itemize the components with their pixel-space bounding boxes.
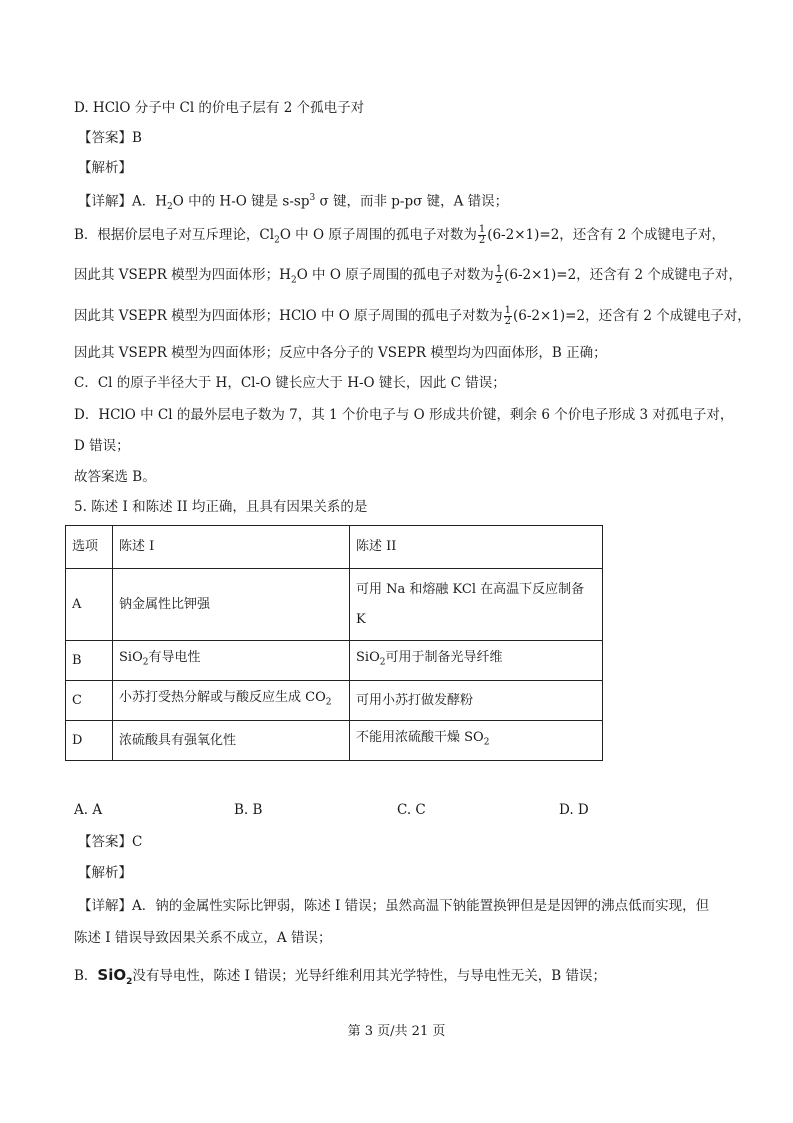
cell-option: C [66,681,113,721]
detail-b-line3: 因此其 VSEPR 模型为四面体形；HClO 中 O 原子周围的孤电子对数为 $\frac{1}{2}$ (6-2×1)=2，还含有 2 个成键电子对， [74,305,751,327]
cell-statement-1: 小苏打受热分解或与酸反应生成 $CO_2$ [113,681,350,721]
detail-d-line1: D．HClO 中 Cl 的最外层电子数为 7，其 1 个价电子与 O 形成共价键，剩余 6 个价电子形成 3 对孤电子对， [74,407,734,423]
cell-statement-2: 不能用浓硫酸干燥 $SO_2$ [350,721,603,761]
cell-statement-2: 可用小苏打做发酵粉 [350,681,603,721]
detail2-line1: 【详解】A．钠的金属性实际比钾弱，陈述 I 错误；虽然高温下钠能置换钾但是是因钾的沸点低而实现，但 [78,898,710,914]
sio2-formula: SiO$_2$ [97,966,133,987]
choice-c: C. C [397,802,426,818]
cell-option: D [66,721,113,761]
header-option: 选项 [66,526,113,569]
cell-option: A [66,569,113,641]
analysis-label: 【解析】 [78,160,132,176]
header-statement-2: 陈述 II [350,526,603,569]
detail-b-line2: 因此其 VSEPR 模型为四面体形；$H_2O$ 中 O 原子周围的孤电子对数为 $\frac{1}{2}$ (6-2×1)=2，还含有 2 个成键电子对， [74,264,742,286]
fraction-half: $\frac{1}{2}$ [478,224,486,246]
fraction-half: $\frac{1}{2}$ [495,264,503,286]
header-statement-1: 陈述 I [113,526,350,569]
option-d-text: D. HClO 分子中 Cl 的价电子层有 2 个孤电子对 [74,100,365,116]
choice-b: B. B [234,802,263,818]
choice-a: A. A [74,802,103,818]
table-row [66,681,603,721]
cell-statement-1: SiO$_2$有导电性 [113,641,350,681]
detail-a: 【详解】A．$H_2O$ 中的 H-O 键是 $s-sp^3$ σ 键，而非 p-pσ 键，A 错误； [78,193,509,213]
choice-d: D. D [559,802,589,818]
question-5: 5. 陈述 I 和陈述 II 均正确，且具有因果关系的是 [74,499,368,515]
detail-b-line4: 因此其 VSEPR 模型为四面体形；反应中各分子的 VSEPR 模型均为四面体形，B 正确； [74,345,607,361]
cell-statement-2: 可用 Na 和熔融 KCl 在高温下反应制备 K [350,569,603,641]
table-row [66,641,603,681]
page-footer: 第 3 页/共 21 页 [347,1024,446,1039]
table-row [66,569,603,641]
table-row [66,721,603,761]
table-header-row [66,526,603,569]
detail-d-line2: D 错误； [74,438,130,454]
conclusion: 故答案选 B。 [74,469,156,485]
cell-statement-1: 钠金属性比钾强 [113,569,350,641]
detail-b-line1: B．根据价层电子对互斥理论，$Cl_2O$ 中 O 原子周围的孤电子对数为 $\frac{1}{2}$ (6-2×1)=2，还含有 2 个成键电子对， [74,224,725,246]
detail2-line2: 陈述 I 错误导致因果关系不成立，A 错误； [74,930,332,946]
analysis-label-2: 【解析】 [78,865,132,881]
cell-option: B [66,641,113,681]
cell-statement-2: SiO$_2$可用于制备光导纤维 [350,641,603,681]
cell-statement-1: 浓硫酸具有强氧化性 [113,721,350,761]
statement-table [65,525,603,761]
answer-label: 【答案】B [78,130,142,146]
detail-c: C．Cl 的原子半径大于 H，Cl-O 键长应大于 H-O 键长，因此 C 错误； [74,375,506,391]
fraction-half: $\frac{1}{2}$ [504,305,511,327]
answer-label-2: 【答案】C [78,834,143,850]
detail2-b-line: B．SiO$_2$没有导电性，陈述 I 错误；光导纤维利用其光学特性，与导电性无关，B 错误； [74,966,607,987]
